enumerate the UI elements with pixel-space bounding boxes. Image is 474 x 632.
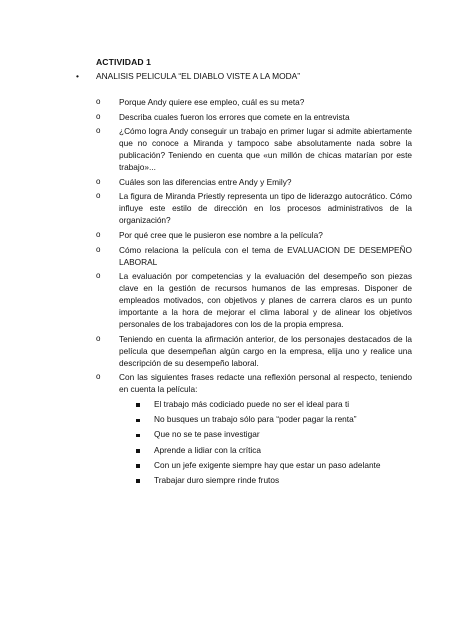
question-item	[96, 96, 412, 108]
question-item	[96, 244, 412, 268]
question-item	[96, 270, 412, 330]
circle-bullet-icon: o	[96, 111, 101, 121]
question-item	[96, 125, 412, 173]
question-text: La evaluación por competencias y la evaluación del desempeño son piezas clave en la gestión de recursos humanos de las empresas. Disponer de empleados motivados, con objetivos y planes de carrera claros es un punto importante a la hora de mejorar el clima laboral y de alinear los objetivos personales de los trabajadores con los de la propia empresa.	[119, 271, 412, 330]
phrase-text: Aprende a lidiar con la crítica	[154, 444, 261, 455]
square-bullet-icon	[136, 474, 154, 486]
main-item-text: ANALISIS PELICULA “EL DIABLO VISTE A LA MODA”	[96, 71, 301, 81]
circle-bullet-icon: o	[96, 271, 101, 281]
document-title: ACTIVIDAD 1	[96, 57, 152, 67]
question-item	[96, 111, 412, 123]
circle-bullet-icon: o	[96, 372, 101, 382]
question-text: Porque Andy quiere ese empleo, cuál es su meta?	[119, 97, 305, 107]
circle-bullet-icon: o	[96, 333, 101, 343]
square-bullet-icon	[136, 413, 154, 425]
question-text: ¿Cómo logra Andy conseguir un trabajo en primer lugar si admite abiertamente que no conoce a Miranda y tampoco sabe absolutamente nada sobre la publicación? Teniendo en cuenta que «un millón de chicas matarían por este trabajo»...	[119, 126, 412, 173]
question-text: Cuáles son las diferencias entre Andy y Emily?	[119, 176, 292, 187]
circle-bullet-icon: o	[96, 176, 101, 186]
question-text: Cómo relaciona la película con el tema de EVALUACION DE DESEMPEÑO LABORAL	[119, 244, 412, 267]
square-bullet-icon	[136, 459, 154, 471]
circle-bullet-icon: o	[96, 244, 101, 254]
phrase-text: Que no se te pase investigar	[154, 429, 260, 440]
phrase-text: No busques un trabajo sólo para “poder pagar la renta”	[154, 414, 357, 425]
phrase-item	[136, 428, 412, 440]
phrase-item	[136, 459, 412, 471]
question-list	[96, 96, 412, 489]
question-item	[96, 229, 412, 241]
question-item	[96, 333, 412, 369]
circle-bullet-icon: o	[96, 191, 101, 201]
square-bullet-icon	[136, 398, 154, 410]
question-item	[96, 176, 412, 188]
phrase-list	[136, 398, 412, 486]
question-item	[96, 371, 412, 395]
circle-bullet-icon: o	[96, 229, 101, 239]
square-bullet-icon	[136, 444, 154, 456]
question-text: Con las siguientes frases redacte una reflexión personal al respecto, teniendo en cuenta la película:	[119, 372, 412, 395]
bullet-icon: •	[76, 71, 79, 81]
phrase-item	[136, 398, 412, 410]
square-bullet-icon	[136, 428, 154, 440]
question-item	[96, 190, 412, 226]
question-text: Por qué cree que le pusieron ese nombre a la película?	[119, 229, 323, 240]
question-text: La figura de Miranda Priestly representa un tipo de liderazgo autocrático. Cómo influye este estilo de dirección en los procesos administrativos de la organización?	[119, 191, 412, 226]
phrase-text: El trabajo más codiciado puede no ser el ideal para ti	[154, 398, 350, 409]
phrase-item	[136, 413, 412, 425]
question-text: Teniendo en cuenta la afirmación anterior, de los personajes destacados de la película que desempeñan algún cargo en la empresa, elija uno y realice una descripción de su desempeño laboral.	[119, 333, 412, 368]
phrase-text: Trabajar duro siempre rinde frutos	[154, 474, 280, 485]
circle-bullet-icon: o	[96, 126, 101, 136]
question-text: Describa cuales fueron los errores que comete en la entrevista	[119, 111, 350, 122]
phrase-text: Con un jefe exigente siempre hay que estar un paso adelante	[154, 459, 381, 470]
phrase-item	[136, 474, 412, 486]
phrase-item	[136, 444, 412, 456]
main-bullet-item	[76, 71, 300, 81]
circle-bullet-icon: o	[96, 97, 101, 106]
